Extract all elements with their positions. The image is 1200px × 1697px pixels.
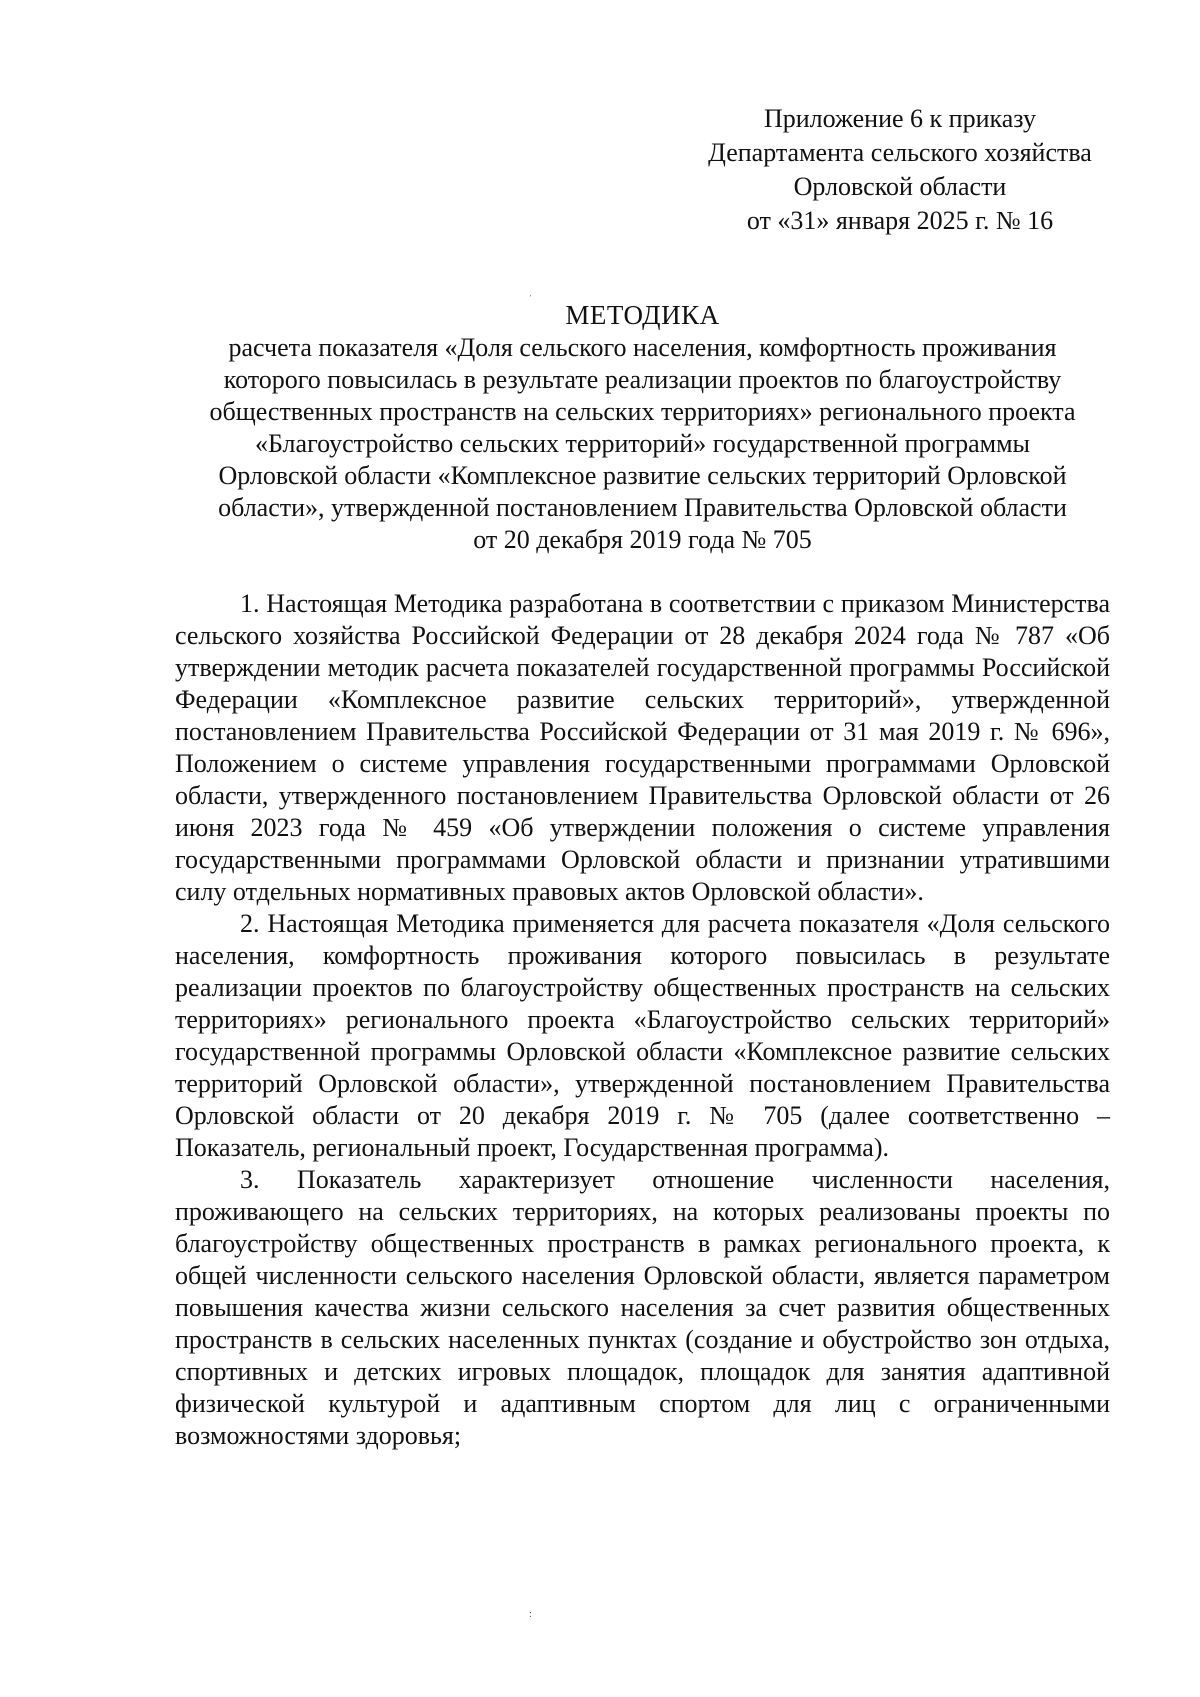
subtitle-line: Орловской области «Комплексное развитие сельских территорий Орловской xyxy=(218,461,1067,490)
document-body xyxy=(175,588,1110,1452)
subtitle-line: «Благоустройство сельских территорий» государственной программы xyxy=(254,429,1031,458)
appendix-header xyxy=(600,102,1200,238)
subtitle-line: области», утвержденной постановлением Правительства Орловской области xyxy=(218,493,1067,522)
subtitle-line: от 20 декабря 2019 года № 705 xyxy=(473,525,812,554)
subtitle-line: общественных пространств на сельских территориях» регионального проекта xyxy=(209,397,1076,426)
scan-speck: : xyxy=(529,1609,532,1620)
appendix-line: Орловской области xyxy=(793,172,1007,201)
paragraph-3: 3. Показатель характеризует отношение численности населения, проживающего на сельских территориях, на которых реализованы проекты по благоустройству общественных пространств в рамках регионального проекта, к общей численности сельского населения Орловской области, является параметром повышения качества жизни сельского населения за счет развития общественных пространств в сельских населенных пунктах (создание и обустройство зон отдыха, спортивных и детских игровых площадок, площадок для занятия адаптивной физической культурой и адаптивным спортом для лиц с ограниченными возможностями здоровья; xyxy=(175,1165,1110,1450)
appendix-line: от «31» января 2025 г. № 16 xyxy=(746,206,1054,235)
scan-speck: ˌ xyxy=(529,286,533,297)
title-block xyxy=(175,298,1110,556)
paragraph-1: 1. Настоящая Методика разработана в соответствии с приказом Министерства сельского хозяйства Российской Федерации от 28 декабря 2024 года № 787 «Об утверждении методик расчета показателей государственной программы Российской Федерации «Комплексное развитие сельских территорий», утвержденной постановлением Правительства Российской Федерации от 31 мая 2019 г. № 696», Положением о системе управления государственными программами Орловской области, утвержденного постановлением Правительства Орловской области от 26 июня 2023 года № 459 «Об утверждении положения о системе управления государственными программами Орловской области и признании утратившими силу отдельных нормативных правовых актов Орловской области». xyxy=(175,589,1110,906)
appendix-line: Департамента сельского хозяйства xyxy=(708,138,1092,167)
document-title: МЕТОДИКА xyxy=(565,300,720,330)
subtitle-line: которого повысилась в результате реализации проектов по благоустройству xyxy=(223,365,1062,394)
paragraph-2: 2. Настоящая Методика применяется для расчета показателя «Доля сельского населения, комфортность проживания которого повысилась в результате реализации проектов по благоустройству общественных пространств на сельских территориях» регионального проекта «Благоустройство сельских территорий» государственной программы Орловской области «Комплексное развитие сельских территорий Орловской области», утвержденной постановлением Правительства Орловской области от 20 декабря 2019 г. № 705 (далее соответственно – Показатель, региональный проект, Государственная программа). xyxy=(175,909,1110,1162)
subtitle-line: расчета показателя «Доля сельского населения, комфортность проживания xyxy=(228,333,1057,362)
document-subtitle xyxy=(175,332,1110,556)
appendix-line: Приложение 6 к приказу xyxy=(763,104,1036,133)
